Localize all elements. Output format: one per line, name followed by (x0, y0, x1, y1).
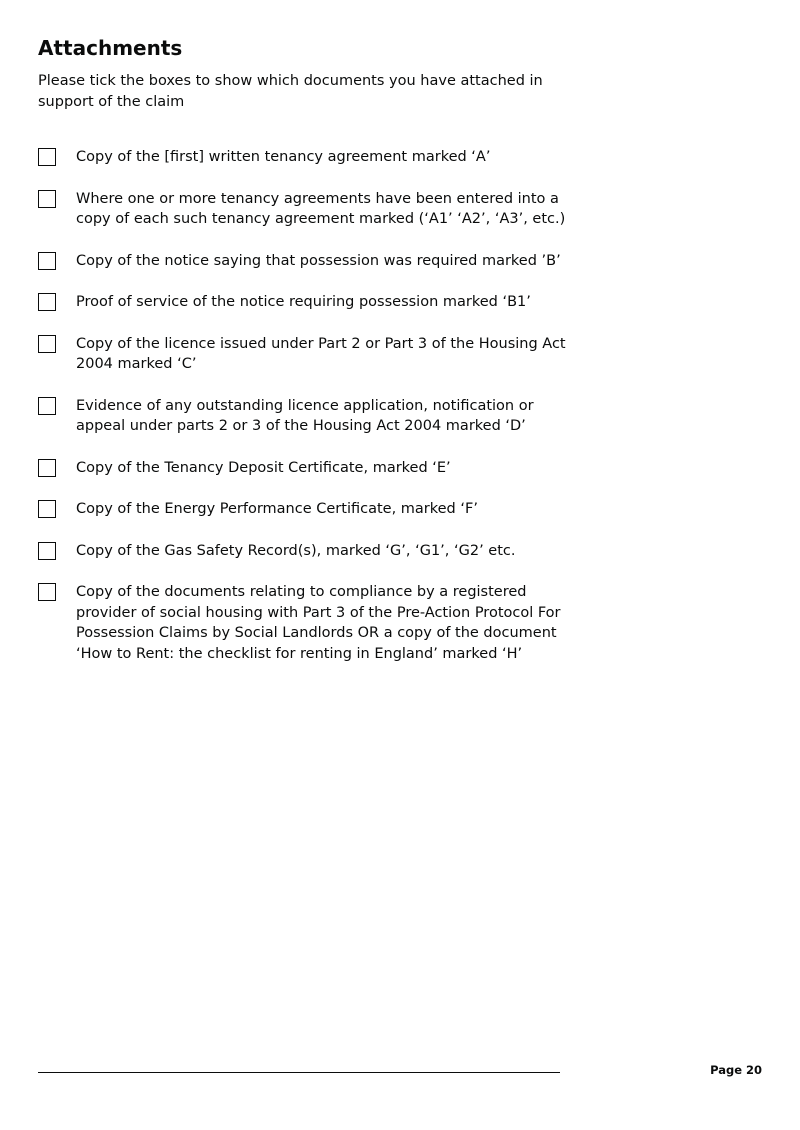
checklist-item-label: Copy of the notice saying that possession was required marked ’B’ (76, 252, 561, 269)
checklist-item-label: Copy of the licence issued under Part 2 or Part 3 of the Housing Act 2004 marked ‘C’ (76, 335, 566, 372)
checkbox[interactable] (38, 500, 56, 518)
checkbox[interactable] (38, 293, 56, 311)
checklist-item-g (38, 541, 598, 562)
checklist-item-b (38, 251, 598, 272)
checkbox[interactable] (38, 459, 56, 477)
checkbox[interactable] (38, 583, 56, 601)
page-number: Page 20 (710, 1063, 762, 1077)
checklist-item-label: Where one or more tenancy agreements have been entered into a copy of each such tenancy agreement marked (‘A1’ ‘A2’, ‘A3’, etc.) (76, 190, 566, 227)
checklist-item-label: Copy of the [first] written tenancy agreement marked ‘A’ (76, 149, 491, 165)
footer-divider (38, 1072, 560, 1073)
checklist-item-label: Copy of the documents relating to compliance by a registered provider of social housing with Part 3 of the Pre-Action Protocol For Possession Claims by Social Landlords OR a copy of the document ‘How to Rent: the checklist for renting in England’ marked ‘H’ (76, 584, 561, 662)
checklist-item-h (38, 582, 598, 664)
checkbox[interactable] (38, 542, 56, 560)
checklist-item-a1 (38, 189, 598, 230)
checklist-item-label: Copy of the Gas Safety Record(s), marked ‘G’, ‘G1’, ‘G2’ etc. (76, 542, 516, 559)
checklist-item-b1 (38, 292, 598, 313)
checklist-item-e (38, 458, 598, 479)
checklist-item-label: Copy of the Tenancy Deposit Certificate, marked ‘E’ (76, 459, 451, 476)
checkbox[interactable] (38, 252, 56, 270)
page-title: Attachments (38, 36, 183, 60)
checkbox[interactable] (38, 397, 56, 415)
checklist-item-label: Proof of service of the notice requiring possession marked ‘B1’ (76, 294, 531, 310)
checkbox[interactable] (38, 148, 56, 166)
checklist-item-label: Evidence of any outstanding licence application, notification or appeal under parts 2 or 3 of the Housing Act 2004 marked ‘D’ (76, 397, 534, 434)
checklist-item-f (38, 499, 598, 520)
attachments-checklist (38, 147, 598, 685)
checklist-item-label: Copy of the Energy Performance Certificate, marked ‘F’ (76, 501, 478, 517)
checkbox[interactable] (38, 335, 56, 353)
checkbox[interactable] (38, 190, 56, 208)
checklist-item-c (38, 334, 598, 375)
checklist-item-a (38, 147, 598, 168)
intro-text: Please tick the boxes to show which documents you have attached in support of the claim (38, 73, 543, 110)
checklist-item-d (38, 396, 598, 437)
